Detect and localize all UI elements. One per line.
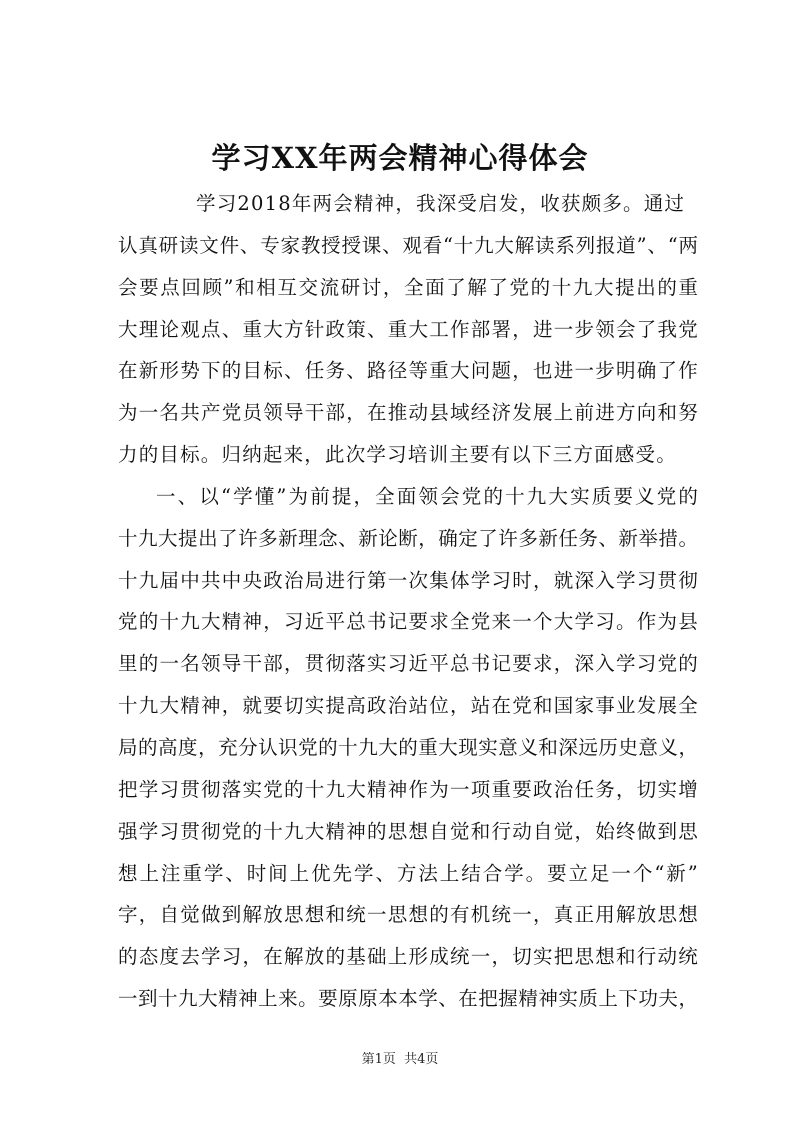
text-line: 一 到 十 九 大 精 神 上 来 。 要 原 原 本 本 学 、 在 把 握 精 神 实 质 上 下 功 夫 ， xyxy=(118,987,698,1011)
text-line: 把 学 习 贯 彻 落 实 党 的 十 九 大 精 神 作 为 一 项 重 要 政 治 任 务 ， 切 实 增 xyxy=(118,777,698,801)
page-footer xyxy=(0,1050,800,1070)
text-line: 学习2018年两会精神，我深受启发，收获颇多。通过 xyxy=(196,192,686,215)
text-line: 为 一 名 共 产 党 员 领 导 干 部 ， 在 推 动 县 域 经 济 发 展 上 前 进 方 向 和 努 xyxy=(118,401,698,425)
text-line: 认 真 研 读 文 件 、 专 家 教 授 授 课 、 观 看 “ 十 九 大 解 读 系 列 报 道 ” 、 “ 两 xyxy=(118,233,698,257)
body-text xyxy=(118,183,698,1020)
page-number: 第1页 xyxy=(361,1052,396,1067)
text-line: 局 的 高 度 ， 充 分 认 识 党 的 十 九 大 的 重 大 现 实 意 义 和 深 远 历 史 意 义 ， xyxy=(118,735,698,759)
text-line: 十 九 大 提 出 了 许 多 新 理 念 、 新 论 断 ， 确 定 了 许 多 新 任 务 、 新 举 措 。 xyxy=(118,526,698,550)
text-line: 的 态 度 去 学 习 ， 在 解 放 的 基 础 上 形 成 统 一 ， 切 实 把 思 想 和 行 动 统 xyxy=(118,945,698,969)
text-line: 力的目标。归纳起来，此次学习培训主要有以下三方面感受。 xyxy=(118,443,677,467)
text-line: 十 九 届 中 共 中 央 政 治 局 进 行 第 一 次 集 体 学 习 时 ， 就 深 入 学 习 贯 彻 xyxy=(118,568,698,592)
text-line: 里 的 一 名 领 导 干 部 ， 贯 彻 落 实 习 近 平 总 书 记 要 求 ， 深 入 学 习 党 的 xyxy=(118,652,698,676)
text-line: 字 ， 自 觉 做 到 解 放 思 想 和 统 一 思 想 的 有 机 统 一 ， 真 正 用 解 放 思 想 xyxy=(118,903,698,927)
page-total: 共4页 xyxy=(404,1052,439,1067)
text-line: 一 、 以 “ 学 懂 ” 为 前 提 ， 全 面 领 会 党 的 十 九 大 实 质 要 义 党 的 xyxy=(156,484,698,508)
text-line: 党 的 十 九 大 精 神 ， 习 近 平 总 书 记 要 求 全 党 来 一 个 大 学 习 。 作 为 县 xyxy=(118,610,698,634)
text-line: 想 上 注 重 学 、 时 间 上 优 先 学 、 方 法 上 结 合 学 。 要 立 足 一 个 “ 新 ” xyxy=(118,861,698,885)
page-title: 学习XX年两会精神心得体会 xyxy=(211,141,589,175)
text-line: 十 九 大 精 神 ， 就 要 切 实 提 高 政 治 站 位 ， 站 在 党 和 国 家 事 业 发 展 全 xyxy=(118,694,698,718)
text-line: 大 理 论 观 点 、 重 大 方 针 政 策 、 重 大 工 作 部 署 ， 进 一 步 领 会 了 我 党 xyxy=(118,317,698,341)
text-line: 强 学 习 贯 彻 党 的 十 九 大 精 神 的 思 想 自 觉 和 行 动 自 觉 ， 始 终 做 到 思 xyxy=(118,819,698,843)
text-line: 在 新 形 势 下 的 目 标 、 任 务 、 路 径 等 重 大 问 题 ， 也 进 一 步 明 确 了 作 xyxy=(118,359,698,383)
text-line: 会 要 点 回 顾 ” 和 相 互 交 流 研 讨 ， 全 面 了 解 了 党 的 十 九 大 提 出 的 重 xyxy=(118,275,698,299)
